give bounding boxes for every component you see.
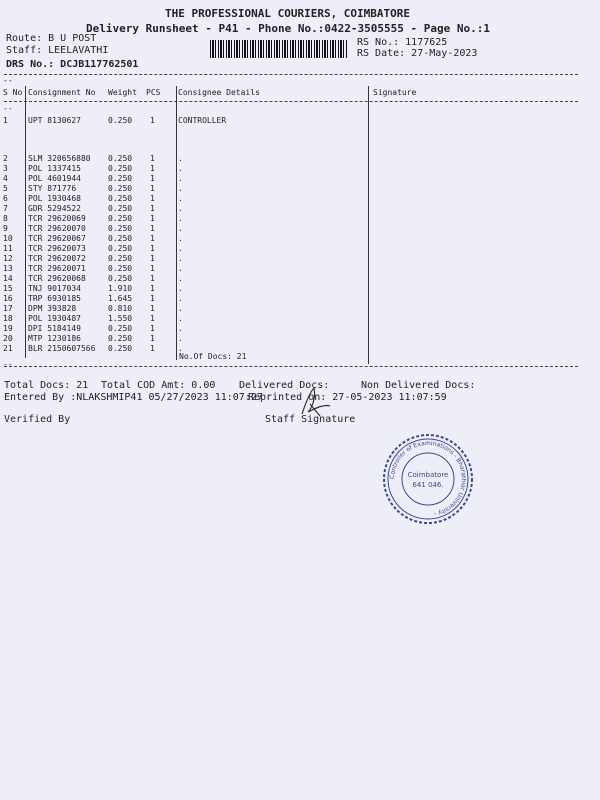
column-header: Weight [108, 88, 137, 97]
row-pcs: 1 [150, 274, 155, 283]
row-consignment: TCR 29620070 [28, 224, 86, 233]
row-pcs: 1 [150, 294, 155, 303]
row-pcs: 1 [150, 234, 155, 243]
row-pcs: 1 [150, 116, 155, 125]
row-sno: 13 [3, 264, 13, 273]
reprinted-on: Reprinted on: 27-05-2023 11:07:59 [248, 392, 447, 403]
non-delivered-docs: Non Delivered Docs: [361, 380, 476, 391]
row-consignment: TCR 29620067 [28, 234, 86, 243]
row-details: . [178, 244, 183, 253]
table-row [0, 116, 600, 126]
row-weight: 0.250 [108, 324, 133, 333]
row-sno: 4 [3, 174, 8, 183]
row-details: . [178, 154, 183, 163]
divider [4, 101, 578, 102]
row-weight: 0.250 [108, 244, 133, 253]
dash-mark: -- [3, 104, 13, 113]
row-pcs: 1 [150, 154, 155, 163]
row-pcs: 1 [150, 264, 155, 273]
column-header: S No [3, 88, 23, 97]
row-details: . [178, 184, 183, 193]
row-details: . [178, 334, 183, 343]
row-weight: 0.250 [108, 264, 133, 273]
row-sno: 5 [3, 184, 8, 193]
table-row [0, 264, 600, 274]
row-pcs: 1 [150, 224, 155, 233]
total-cod: Total COD Amt: 0.00 [101, 380, 216, 391]
row-sno: 7 [3, 204, 8, 213]
drs-number: DRS No.: DCJB117762501 [6, 59, 139, 70]
row-weight: 0.250 [108, 184, 133, 193]
row-weight: 0.250 [108, 116, 133, 125]
row-pcs: 1 [150, 174, 155, 183]
row-weight: 1.645 [108, 294, 133, 303]
row-pcs: 1 [150, 254, 155, 263]
row-pcs: 1 [150, 244, 155, 253]
row-weight: 0.250 [108, 254, 133, 263]
row-pcs: 1 [150, 204, 155, 213]
row-consignment: TRP 6930185 [28, 294, 81, 303]
row-consignment: POL 1930487 [28, 314, 81, 323]
row-weight: 0.250 [108, 224, 133, 233]
row-consignment: TCR 29620071 [28, 264, 86, 273]
table-row [0, 184, 600, 194]
table-row [0, 324, 600, 334]
row-sno: 8 [3, 214, 8, 223]
row-consignment: STY 871776 [28, 184, 77, 193]
seal-center-line2: 641 046. [412, 481, 444, 489]
row-weight: 0.810 [108, 304, 133, 313]
row-sno: 16 [3, 294, 13, 303]
row-pcs: 1 [150, 304, 155, 313]
row-weight: 0.250 [108, 204, 133, 213]
row-pcs: 1 [150, 324, 155, 333]
row-details: . [178, 284, 183, 293]
row-consignment: BLR 2150607566 [28, 344, 96, 353]
row-pcs: 1 [150, 184, 155, 193]
runsheet-title: Delivery Runsheet - P41 - Phone No.:0422-3505555 - Page No.:1 [86, 22, 490, 35]
row-consignment: POL 1337415 [28, 164, 81, 173]
row-sno: 1 [3, 116, 8, 125]
row-consignment: POL 1930468 [28, 194, 81, 203]
row-sno: 12 [3, 254, 13, 263]
row-sno: 6 [3, 194, 8, 203]
total-docs: Total Docs: 21 [4, 380, 89, 391]
row-consignment: DPM 393828 [28, 304, 77, 313]
row-weight: 0.250 [108, 174, 133, 183]
row-sno: 20 [3, 334, 13, 343]
table-row [0, 204, 600, 214]
row-weight: 0.250 [108, 194, 133, 203]
row-weight: 0.250 [108, 214, 133, 223]
row-consignment: DPI 5184149 [28, 324, 81, 333]
table-row [0, 234, 600, 244]
column-header: PCS [146, 88, 161, 97]
entered-by: Entered By :NLAKSHMIP41 05/27/2023 11:07:27 [4, 392, 263, 403]
row-details: . [178, 314, 183, 323]
row-sno: 10 [3, 234, 13, 243]
barcode [210, 40, 348, 58]
row-details: . [178, 204, 183, 213]
route-label: Route: B U POST [6, 33, 97, 44]
row-details: . [178, 264, 183, 273]
table-header [0, 88, 600, 98]
university-seal [382, 433, 474, 525]
row-details: . [178, 254, 183, 263]
table-row [0, 314, 600, 324]
table-row [0, 344, 600, 354]
table-row [0, 334, 600, 344]
row-details: . [178, 234, 183, 243]
no-of-docs: No.Of Docs: 21 [179, 352, 247, 361]
row-sno: 18 [3, 314, 13, 323]
row-weight: 0.250 [108, 344, 133, 353]
table-row [0, 164, 600, 174]
row-pcs: 1 [150, 344, 155, 353]
row-pcs: 1 [150, 334, 155, 343]
row-consignment: TCR 29620069 [28, 214, 86, 223]
row-consignment: MTP 1230186 [28, 334, 81, 343]
company-title: THE PROFESSIONAL COURIERS, COIMBATORE [165, 7, 411, 20]
row-sno: 11 [3, 244, 13, 253]
row-sno: 9 [3, 224, 8, 233]
column-header: Consignee Details [178, 88, 260, 97]
row-consignment: SLM 320656880 [28, 154, 91, 163]
table-row [0, 224, 600, 234]
row-sno: 15 [3, 284, 13, 293]
rs-date: RS Date: 27-May-2023 [357, 48, 478, 59]
seal-ring-text: Controller of Examinations - Bharathiar University - [388, 439, 468, 518]
row-sno: 21 [3, 344, 13, 353]
row-weight: 1.910 [108, 284, 133, 293]
row-sno: 19 [3, 324, 13, 333]
row-details: CONTROLLER [178, 116, 227, 125]
dash-mark: -- [3, 360, 13, 369]
row-pcs: 1 [150, 164, 155, 173]
table-row [0, 244, 600, 254]
row-sno: 2 [3, 154, 8, 163]
row-consignment: POL 4601944 [28, 174, 81, 183]
row-details: . [178, 174, 183, 183]
row-sno: 17 [3, 304, 13, 313]
row-details: . [178, 344, 183, 353]
row-consignment: TCR 29620073 [28, 244, 86, 253]
seal-center-line1: Coimbatore [407, 471, 449, 479]
row-consignment: TCR 29620068 [28, 274, 86, 283]
staff-signature: Staff Signature [265, 414, 356, 425]
row-sno: 3 [3, 164, 8, 173]
row-details: . [178, 224, 183, 233]
row-pcs: 1 [150, 214, 155, 223]
row-details: . [178, 294, 183, 303]
row-weight: 0.250 [108, 164, 133, 173]
row-details: . [178, 194, 183, 203]
column-header: Signature [373, 88, 417, 97]
row-sno: 14 [3, 274, 13, 283]
staff-label: Staff: LEELAVATHI [6, 45, 109, 56]
row-weight: 0.250 [108, 154, 133, 163]
row-weight: 1.550 [108, 314, 133, 323]
row-weight: 0.250 [108, 274, 133, 283]
table-row [0, 254, 600, 264]
dash-mark: -- [3, 76, 13, 85]
table-row [0, 274, 600, 284]
table-row [0, 284, 600, 294]
table-row [0, 214, 600, 224]
table-row [0, 194, 600, 204]
row-consignment: GDR 5294522 [28, 204, 81, 213]
row-details: . [178, 214, 183, 223]
row-consignment: TNJ 9017034 [28, 284, 81, 293]
row-consignment: UPT 8130627 [28, 116, 81, 125]
row-pcs: 1 [150, 194, 155, 203]
table-row [0, 154, 600, 164]
signature-scribble [296, 382, 336, 422]
divider [4, 74, 578, 75]
row-details: . [178, 324, 183, 333]
table-row [0, 174, 600, 184]
rs-number: RS No.: 1177625 [357, 37, 448, 48]
delivered-docs: Delivered Docs: [239, 380, 330, 391]
row-details: . [178, 304, 183, 313]
row-pcs: 1 [150, 314, 155, 323]
row-weight: 0.250 [108, 334, 133, 343]
verified-by: Verified By [4, 414, 71, 425]
row-consignment: TCR 29620072 [28, 254, 86, 263]
row-weight: 0.250 [108, 234, 133, 243]
divider [4, 366, 578, 367]
row-details: . [178, 164, 183, 173]
column-header: Consignment No [28, 88, 96, 97]
table-row [0, 304, 600, 314]
table-row [0, 294, 600, 304]
row-details: . [178, 274, 183, 283]
row-pcs: 1 [150, 284, 155, 293]
